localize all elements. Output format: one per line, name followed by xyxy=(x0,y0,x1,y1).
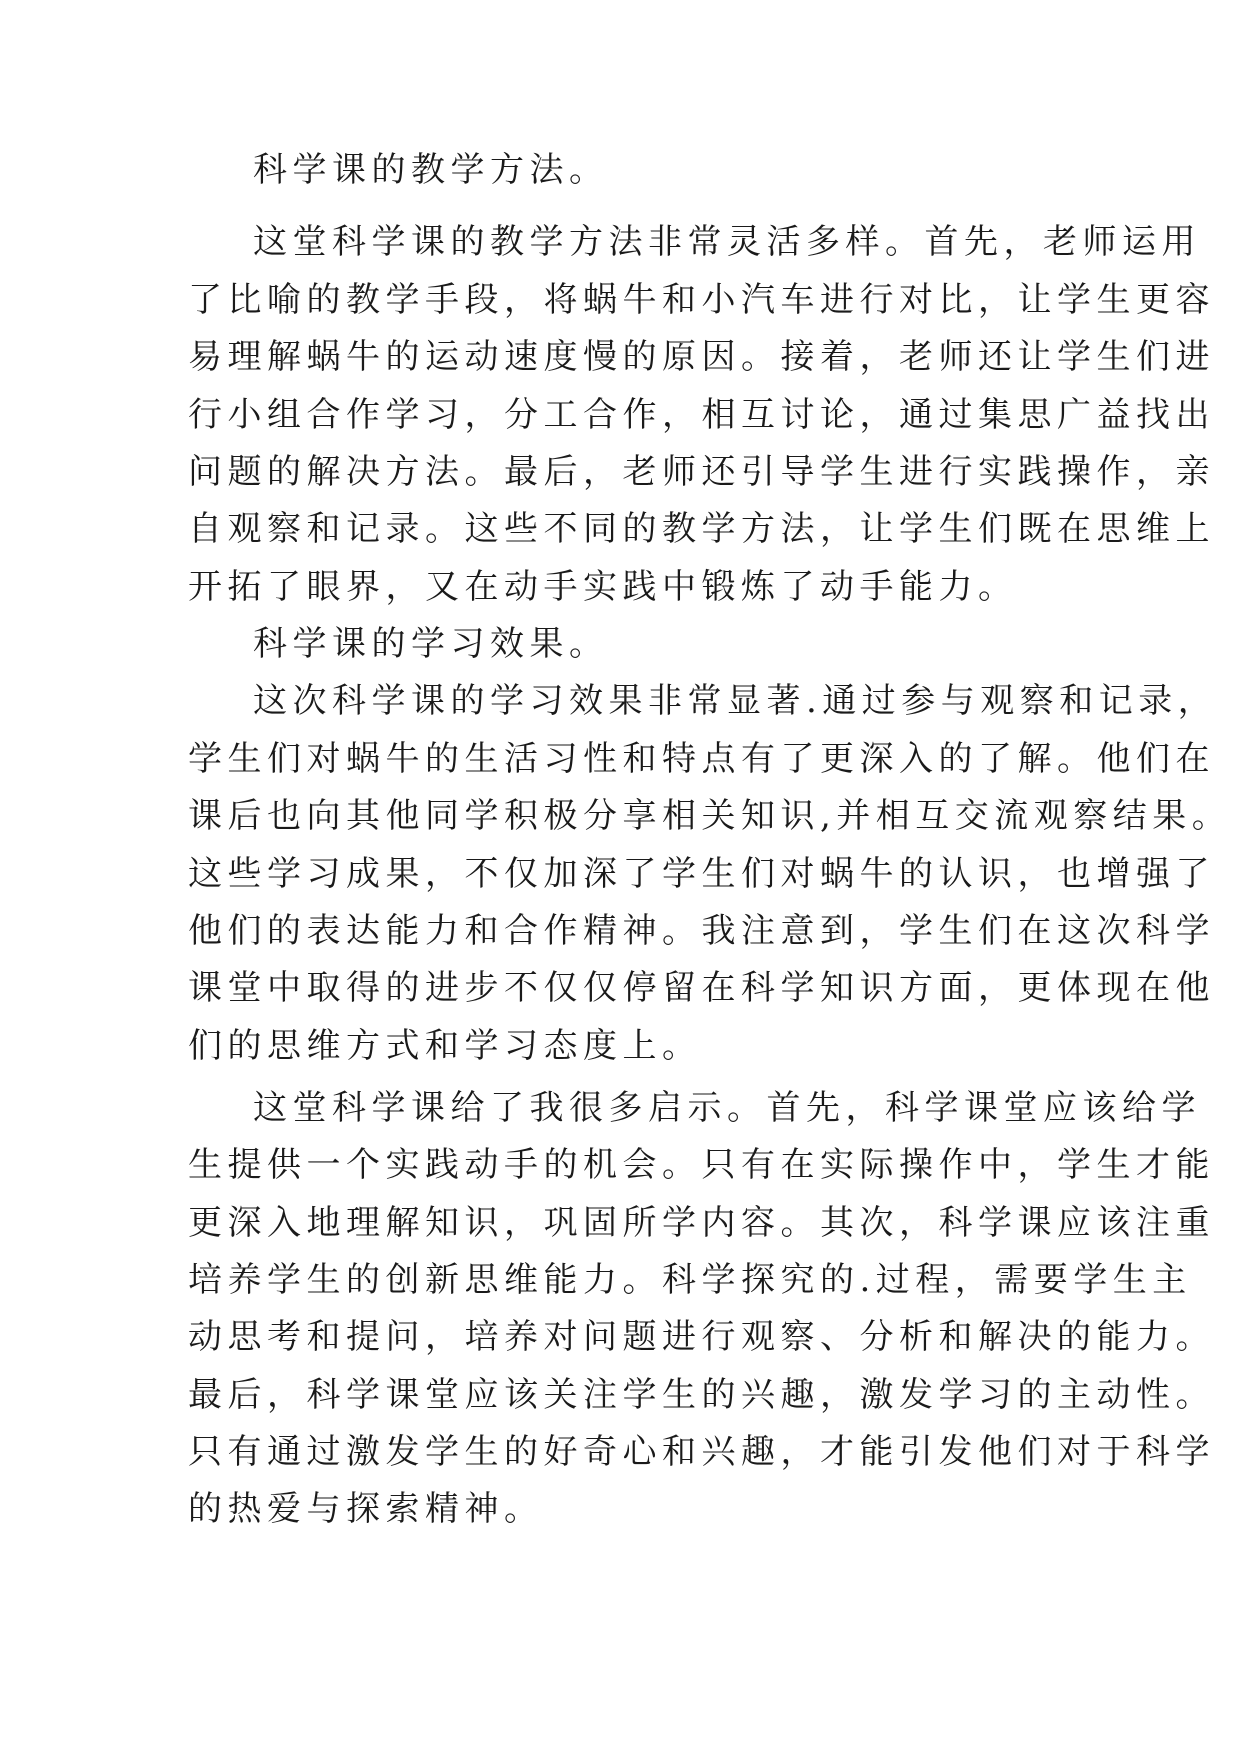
body-line: 的热爱与探索精神。 xyxy=(188,1489,544,1529)
body-line: 最后，科学课堂应该关注学生的兴趣，激发学习的主动性。 xyxy=(188,1375,1215,1415)
body-line: 更深入地理解知识，巩固所学内容。其次，科学课应该注重 xyxy=(188,1203,1215,1243)
body-line: 他们的表达能力和合作精神。我注意到，学生们在这次科学 xyxy=(188,911,1215,951)
body-line: 问题的解决方法。最后，老师还引导学生进行实践操作，亲 xyxy=(188,452,1215,492)
body-line: 这次科学课的学习效果非常显著.通过参与观察和记录， xyxy=(253,681,1218,721)
body-line: 生提供一个实践动手的机会。只有在实际操作中，学生才能 xyxy=(188,1145,1215,1185)
body-line: 这堂科学课给了我很多启示。首先，科学课堂应该给学 xyxy=(253,1088,1201,1128)
body-line: 们的思维方式和学习态度上。 xyxy=(188,1026,702,1066)
body-line: 这堂科学课的教学方法非常灵活多样。首先，老师运用 xyxy=(253,222,1201,262)
body-line: 只有通过激发学生的好奇心和兴趣，才能引发他们对于科学 xyxy=(188,1432,1215,1472)
body-line: 培养学生的创新思维能力。科学探究的.过程，需要学生主 xyxy=(188,1260,1192,1300)
body-line: 学生们对蜗牛的生活习性和特点有了更深入的了解。他们在 xyxy=(188,739,1215,779)
body-line: 课堂中取得的进步不仅仅停留在科学知识方面，更体现在他 xyxy=(188,968,1215,1008)
body-line: 课后也向其他同学积极分享相关知识,并相互交流观察结果。 xyxy=(188,796,1232,836)
body-line: 了比喻的教学手段，将蜗牛和小汽车进行对比，让学生更容 xyxy=(188,280,1215,320)
body-line: 自观察和记录。这些不同的教学方法，让学生们既在思维上 xyxy=(188,509,1215,549)
heading-teaching-methods: 科学课的教学方法。 xyxy=(253,150,609,190)
body-line: 开拓了眼界，又在动手实践中锻炼了动手能力。 xyxy=(188,567,1018,607)
body-line: 易理解蜗牛的运动速度慢的原因。接着，老师还让学生们进 xyxy=(188,337,1215,377)
body-line: 行小组合作学习，分工合作，相互讨论，通过集思广益找出 xyxy=(188,395,1215,435)
heading-learning-effect: 科学课的学习效果。 xyxy=(253,624,609,664)
body-line: 动思考和提问，培养对问题进行观察、分析和解决的能力。 xyxy=(188,1317,1215,1357)
body-line: 这些学习成果，不仅加深了学生们对蜗牛的认识，也增强了 xyxy=(188,854,1215,894)
